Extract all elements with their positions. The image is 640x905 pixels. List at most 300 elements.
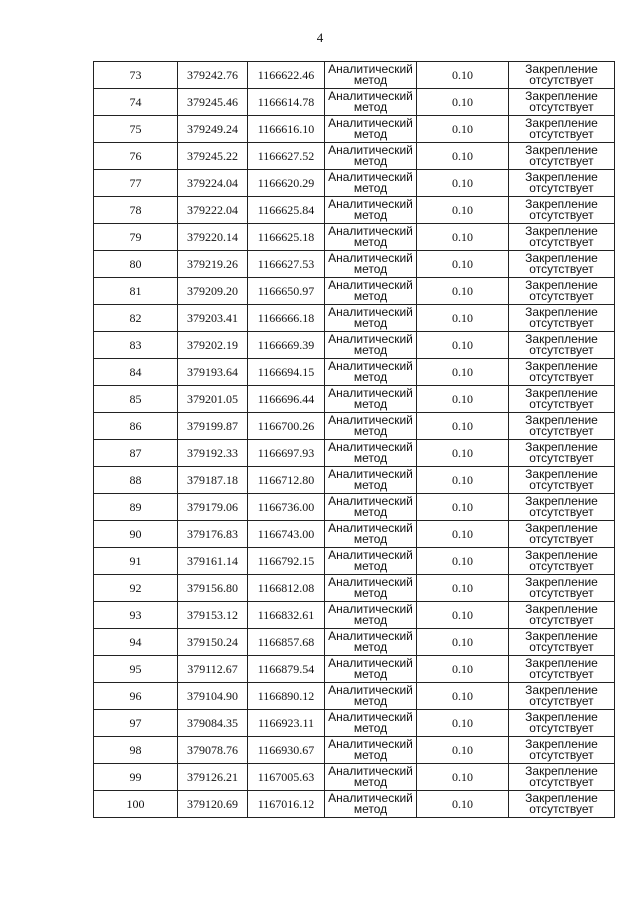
fixing-line-2: отсутствует: [529, 370, 594, 384]
method-line-1: Аналитический: [328, 223, 413, 238]
fixing-cell: [509, 710, 615, 737]
x-coordinate-cell: 379202.19: [178, 332, 248, 359]
point-number-cell: 90: [94, 521, 178, 548]
method-line-1: Аналитический: [328, 601, 413, 616]
accuracy-cell: 0.10: [417, 602, 509, 629]
page-number: 4: [316, 30, 324, 45]
y-coordinate-cell: 1166625.18: [248, 224, 325, 251]
fixing-line-1: Закрепление: [525, 331, 598, 346]
fixing-line-1: Закрепление: [525, 682, 598, 697]
method-line-2: метод: [353, 775, 388, 789]
method-line-2: метод: [353, 289, 388, 303]
fixing-cell: [509, 62, 615, 89]
point-number-cell: 95: [94, 656, 178, 683]
table-row: [94, 224, 615, 251]
fixing-cell: [509, 305, 615, 332]
point-number-cell: 99: [94, 764, 178, 791]
point-number-cell: 100: [94, 791, 178, 818]
fixing-line-2: отсутствует: [529, 478, 594, 492]
method-line-2: метод: [353, 73, 388, 87]
x-coordinate-cell: 379193.64: [178, 359, 248, 386]
method-line-2: метод: [353, 451, 388, 465]
accuracy-cell: 0.10: [417, 278, 509, 305]
fixing-cell: [509, 278, 615, 305]
fixing-line-1: Закрепление: [525, 88, 598, 103]
fixing-line-2: отсутствует: [529, 559, 594, 573]
fixing-line-1: Закрепление: [525, 277, 598, 292]
method-cell: [325, 62, 417, 89]
method-line-1: Аналитический: [328, 736, 413, 751]
table-body: [94, 62, 615, 818]
method-line-2: метод: [353, 640, 388, 654]
x-coordinate-cell: 379112.67: [178, 656, 248, 683]
x-coordinate-cell: 379153.12: [178, 602, 248, 629]
fixing-line-2: отсутствует: [529, 748, 594, 762]
fixing-line-1: Закрепление: [525, 115, 598, 130]
y-coordinate-cell: 1166697.93: [248, 440, 325, 467]
y-coordinate-cell: 1166812.08: [248, 575, 325, 602]
method-cell: [325, 89, 417, 116]
method-line-2: метод: [353, 424, 388, 438]
method-cell: [325, 359, 417, 386]
fixing-line-2: отсутствует: [529, 802, 594, 816]
method-cell: [325, 602, 417, 629]
method-cell: [325, 548, 417, 575]
method-cell: [325, 575, 417, 602]
x-coordinate-cell: 379199.87: [178, 413, 248, 440]
method-cell: [325, 143, 417, 170]
point-number-cell: 87: [94, 440, 178, 467]
point-number-cell: 85: [94, 386, 178, 413]
fixing-line-2: отсутствует: [529, 208, 594, 222]
fixing-cell: [509, 89, 615, 116]
method-cell: [325, 791, 417, 818]
accuracy-cell: 0.10: [417, 116, 509, 143]
y-coordinate-cell: 1167005.63: [248, 764, 325, 791]
fixing-line-2: отсутствует: [529, 262, 594, 276]
method-line-1: Аналитический: [328, 385, 413, 400]
table-row: [94, 332, 615, 359]
point-number-cell: 78: [94, 197, 178, 224]
fixing-line-2: отсутствует: [529, 721, 594, 735]
accuracy-cell: 0.10: [417, 143, 509, 170]
method-cell: [325, 629, 417, 656]
fixing-line-2: отсутствует: [529, 343, 594, 357]
y-coordinate-cell: 1166696.44: [248, 386, 325, 413]
fixing-line-1: Закрепление: [525, 655, 598, 670]
y-coordinate-cell: 1166879.54: [248, 656, 325, 683]
method-line-1: Аналитический: [328, 61, 413, 76]
fixing-line-2: отсутствует: [529, 289, 594, 303]
fixing-line-1: Закрепление: [525, 466, 598, 481]
table-row: [94, 413, 615, 440]
y-coordinate-cell: 1166620.29: [248, 170, 325, 197]
x-coordinate-cell: 379126.21: [178, 764, 248, 791]
point-number-cell: 77: [94, 170, 178, 197]
fixing-line-1: Закрепление: [525, 439, 598, 454]
fixing-cell: [509, 602, 615, 629]
table-row: [94, 629, 615, 656]
fixing-line-1: Закрепление: [525, 628, 598, 643]
fixing-cell: [509, 440, 615, 467]
method-line-1: Аналитический: [328, 412, 413, 427]
point-number-cell: 96: [94, 683, 178, 710]
fixing-cell: [509, 548, 615, 575]
method-line-2: метод: [353, 316, 388, 330]
method-line-2: метод: [353, 343, 388, 357]
method-line-1: Аналитический: [328, 547, 413, 562]
y-coordinate-cell: 1166743.00: [248, 521, 325, 548]
method-line-1: Аналитический: [328, 88, 413, 103]
method-line-2: метод: [353, 748, 388, 762]
table-row: [94, 656, 615, 683]
point-number-cell: 98: [94, 737, 178, 764]
fixing-line-2: отсутствует: [529, 694, 594, 708]
method-cell: [325, 737, 417, 764]
fixing-line-2: отсутствует: [529, 667, 594, 681]
fixing-line-1: Закрепление: [525, 601, 598, 616]
fixing-line-2: отсутствует: [529, 397, 594, 411]
fixing-cell: [509, 359, 615, 386]
method-line-2: метод: [353, 397, 388, 411]
y-coordinate-cell: 1166700.26: [248, 413, 325, 440]
fixing-cell: [509, 575, 615, 602]
table-row: [94, 386, 615, 413]
method-line-2: метод: [353, 127, 388, 141]
y-coordinate-cell: 1166614.78: [248, 89, 325, 116]
method-cell: [325, 386, 417, 413]
x-coordinate-cell: 379156.80: [178, 575, 248, 602]
fixing-line-1: Закрепление: [525, 412, 598, 427]
method-line-2: метод: [353, 667, 388, 681]
x-coordinate-cell: 379150.24: [178, 629, 248, 656]
accuracy-cell: 0.10: [417, 305, 509, 332]
method-cell: [325, 764, 417, 791]
point-number-cell: 81: [94, 278, 178, 305]
method-line-1: Аналитический: [328, 304, 413, 319]
x-coordinate-cell: 379222.04: [178, 197, 248, 224]
x-coordinate-cell: 379245.22: [178, 143, 248, 170]
point-number-cell: 86: [94, 413, 178, 440]
fixing-line-1: Закрепление: [525, 304, 598, 319]
fixing-cell: [509, 683, 615, 710]
fixing-line-2: отсутствует: [529, 235, 594, 249]
accuracy-cell: 0.10: [417, 467, 509, 494]
fixing-line-2: отсутствует: [529, 316, 594, 330]
fixing-cell: [509, 413, 615, 440]
fixing-line-2: отсутствует: [529, 73, 594, 87]
method-cell: [325, 332, 417, 359]
method-line-2: метод: [353, 505, 388, 519]
method-line-2: метод: [353, 154, 388, 168]
method-cell: [325, 116, 417, 143]
point-number-cell: 89: [94, 494, 178, 521]
method-line-1: Аналитический: [328, 250, 413, 265]
method-line-1: Аналитический: [328, 277, 413, 292]
point-number-cell: 94: [94, 629, 178, 656]
accuracy-cell: 0.10: [417, 521, 509, 548]
fixing-line-2: отсутствует: [529, 586, 594, 600]
fixing-cell: [509, 116, 615, 143]
fixing-line-1: Закрепление: [525, 493, 598, 508]
method-cell: [325, 683, 417, 710]
method-line-2: метод: [353, 613, 388, 627]
method-line-2: метод: [353, 694, 388, 708]
method-line-2: метод: [353, 262, 388, 276]
y-coordinate-cell: 1166622.46: [248, 62, 325, 89]
y-coordinate-cell: 1166666.18: [248, 305, 325, 332]
accuracy-cell: 0.10: [417, 629, 509, 656]
table-row: [94, 494, 615, 521]
table-row: [94, 764, 615, 791]
fixing-cell: [509, 224, 615, 251]
y-coordinate-cell: 1166792.15: [248, 548, 325, 575]
table-row: [94, 170, 615, 197]
y-coordinate-cell: 1166669.39: [248, 332, 325, 359]
y-coordinate-cell: 1166616.10: [248, 116, 325, 143]
method-line-1: Аналитический: [328, 331, 413, 346]
accuracy-cell: 0.10: [417, 386, 509, 413]
fixing-cell: [509, 170, 615, 197]
fixing-cell: [509, 386, 615, 413]
accuracy-cell: 0.10: [417, 62, 509, 89]
fixing-line-1: Закрепление: [525, 358, 598, 373]
fixing-cell: [509, 197, 615, 224]
point-number-cell: 80: [94, 251, 178, 278]
y-coordinate-cell: 1166736.00: [248, 494, 325, 521]
accuracy-cell: 0.10: [417, 251, 509, 278]
fixing-line-1: Закрепление: [525, 547, 598, 562]
fixing-line-1: Закрепление: [525, 250, 598, 265]
accuracy-cell: 0.10: [417, 197, 509, 224]
point-number-cell: 83: [94, 332, 178, 359]
point-number-cell: 97: [94, 710, 178, 737]
fixing-line-1: Закрепление: [525, 169, 598, 184]
accuracy-cell: 0.10: [417, 170, 509, 197]
method-cell: [325, 710, 417, 737]
method-cell: [325, 521, 417, 548]
fixing-line-2: отсутствует: [529, 451, 594, 465]
table-row: [94, 89, 615, 116]
y-coordinate-cell: 1166627.52: [248, 143, 325, 170]
accuracy-cell: 0.10: [417, 656, 509, 683]
x-coordinate-cell: 379179.06: [178, 494, 248, 521]
point-number-cell: 92: [94, 575, 178, 602]
x-coordinate-cell: 379192.33: [178, 440, 248, 467]
point-number-cell: 75: [94, 116, 178, 143]
fixing-line-1: Закрепление: [525, 790, 598, 805]
x-coordinate-cell: 379084.35: [178, 710, 248, 737]
fixing-cell: [509, 764, 615, 791]
method-line-2: метод: [353, 208, 388, 222]
method-cell: [325, 224, 417, 251]
method-line-1: Аналитический: [328, 709, 413, 724]
method-line-2: метод: [353, 100, 388, 114]
fixing-line-1: Закрепление: [525, 223, 598, 238]
accuracy-cell: 0.10: [417, 575, 509, 602]
accuracy-cell: 0.10: [417, 791, 509, 818]
fixing-cell: [509, 467, 615, 494]
table-row: [94, 197, 615, 224]
accuracy-cell: 0.10: [417, 737, 509, 764]
fixing-cell: [509, 737, 615, 764]
method-cell: [325, 305, 417, 332]
x-coordinate-cell: 379078.76: [178, 737, 248, 764]
y-coordinate-cell: 1166694.15: [248, 359, 325, 386]
method-cell: [325, 413, 417, 440]
coordinates-table: [93, 61, 615, 818]
table-row: [94, 791, 615, 818]
method-line-1: Аналитический: [328, 169, 413, 184]
y-coordinate-cell: 1166890.12: [248, 683, 325, 710]
fixing-line-2: отсутствует: [529, 532, 594, 546]
method-line-1: Аналитический: [328, 466, 413, 481]
accuracy-cell: 0.10: [417, 764, 509, 791]
accuracy-cell: 0.10: [417, 413, 509, 440]
point-number-cell: 74: [94, 89, 178, 116]
method-line-1: Аналитический: [328, 358, 413, 373]
fixing-cell: [509, 521, 615, 548]
table-row: [94, 143, 615, 170]
method-cell: [325, 197, 417, 224]
method-line-1: Аналитический: [328, 628, 413, 643]
table-row: [94, 440, 615, 467]
fixing-line-2: отсутствует: [529, 613, 594, 627]
method-line-2: метод: [353, 370, 388, 384]
x-coordinate-cell: 379176.83: [178, 521, 248, 548]
method-line-2: метод: [353, 721, 388, 735]
fixing-cell: [509, 251, 615, 278]
x-coordinate-cell: 379245.46: [178, 89, 248, 116]
y-coordinate-cell: 1166930.67: [248, 737, 325, 764]
fixing-line-1: Закрепление: [525, 520, 598, 535]
y-coordinate-cell: 1166923.11: [248, 710, 325, 737]
table-row: [94, 602, 615, 629]
method-line-1: Аналитический: [328, 439, 413, 454]
accuracy-cell: 0.10: [417, 440, 509, 467]
point-number-cell: 73: [94, 62, 178, 89]
fixing-line-1: Закрепление: [525, 61, 598, 76]
table-row: [94, 683, 615, 710]
method-cell: [325, 440, 417, 467]
x-coordinate-cell: 379219.26: [178, 251, 248, 278]
fixing-cell: [509, 143, 615, 170]
fixing-line-1: Закрепление: [525, 142, 598, 157]
fixing-line-2: отсутствует: [529, 127, 594, 141]
x-coordinate-cell: 379203.41: [178, 305, 248, 332]
x-coordinate-cell: 379242.76: [178, 62, 248, 89]
point-number-cell: 91: [94, 548, 178, 575]
table-row: [94, 737, 615, 764]
fixing-line-1: Закрепление: [525, 763, 598, 778]
fixing-line-2: отсутствует: [529, 181, 594, 195]
fixing-cell: [509, 332, 615, 359]
x-coordinate-cell: 379120.69: [178, 791, 248, 818]
method-line-1: Аналитический: [328, 655, 413, 670]
method-line-1: Аналитический: [328, 574, 413, 589]
fixing-line-2: отсутствует: [529, 424, 594, 438]
point-number-cell: 84: [94, 359, 178, 386]
method-line-1: Аналитический: [328, 196, 413, 211]
accuracy-cell: 0.10: [417, 683, 509, 710]
method-line-2: метод: [353, 559, 388, 573]
table-row: [94, 62, 615, 89]
fixing-cell: [509, 629, 615, 656]
method-cell: [325, 656, 417, 683]
table-row: [94, 305, 615, 332]
method-line-2: метод: [353, 478, 388, 492]
point-number-cell: 88: [94, 467, 178, 494]
method-line-1: Аналитический: [328, 763, 413, 778]
fixing-line-1: Закрепление: [525, 709, 598, 724]
table-row: [94, 251, 615, 278]
table-row: [94, 710, 615, 737]
point-number-cell: 76: [94, 143, 178, 170]
accuracy-cell: 0.10: [417, 548, 509, 575]
fixing-line-1: Закрепление: [525, 196, 598, 211]
accuracy-cell: 0.10: [417, 710, 509, 737]
table-row: [94, 521, 615, 548]
method-line-2: метод: [353, 802, 388, 816]
accuracy-cell: 0.10: [417, 359, 509, 386]
method-cell: [325, 494, 417, 521]
fixing-line-1: Закрепление: [525, 574, 598, 589]
method-line-1: Аналитический: [328, 790, 413, 805]
x-coordinate-cell: 379201.05: [178, 386, 248, 413]
point-number-cell: 79: [94, 224, 178, 251]
fixing-line-1: Закрепление: [525, 385, 598, 400]
x-coordinate-cell: 379224.04: [178, 170, 248, 197]
fixing-line-2: отсутствует: [529, 640, 594, 654]
table-row: [94, 278, 615, 305]
fixing-cell: [509, 791, 615, 818]
x-coordinate-cell: 379187.18: [178, 467, 248, 494]
method-cell: [325, 251, 417, 278]
method-line-2: метод: [353, 181, 388, 195]
table-row: [94, 548, 615, 575]
method-line-2: метод: [353, 235, 388, 249]
method-line-1: Аналитический: [328, 142, 413, 157]
y-coordinate-cell: 1166857.68: [248, 629, 325, 656]
y-coordinate-cell: 1166627.53: [248, 251, 325, 278]
table-row: [94, 467, 615, 494]
fixing-line-2: отсутствует: [529, 775, 594, 789]
fixing-cell: [509, 494, 615, 521]
y-coordinate-cell: 1166650.97: [248, 278, 325, 305]
y-coordinate-cell: 1167016.12: [248, 791, 325, 818]
accuracy-cell: 0.10: [417, 332, 509, 359]
method-line-1: Аналитический: [328, 520, 413, 535]
fixing-line-2: отсутствует: [529, 154, 594, 168]
method-line-2: метод: [353, 586, 388, 600]
x-coordinate-cell: 379249.24: [178, 116, 248, 143]
x-coordinate-cell: 379104.90: [178, 683, 248, 710]
method-cell: [325, 278, 417, 305]
table-row: [94, 116, 615, 143]
fixing-cell: [509, 656, 615, 683]
fixing-line-2: отсутствует: [529, 505, 594, 519]
point-number-cell: 82: [94, 305, 178, 332]
fixing-line-2: отсутствует: [529, 100, 594, 114]
method-cell: [325, 467, 417, 494]
method-line-1: Аналитический: [328, 115, 413, 130]
table-row: [94, 359, 615, 386]
accuracy-cell: 0.10: [417, 224, 509, 251]
x-coordinate-cell: 379161.14: [178, 548, 248, 575]
method-cell: [325, 170, 417, 197]
method-line-1: Аналитический: [328, 493, 413, 508]
method-line-2: метод: [353, 532, 388, 546]
